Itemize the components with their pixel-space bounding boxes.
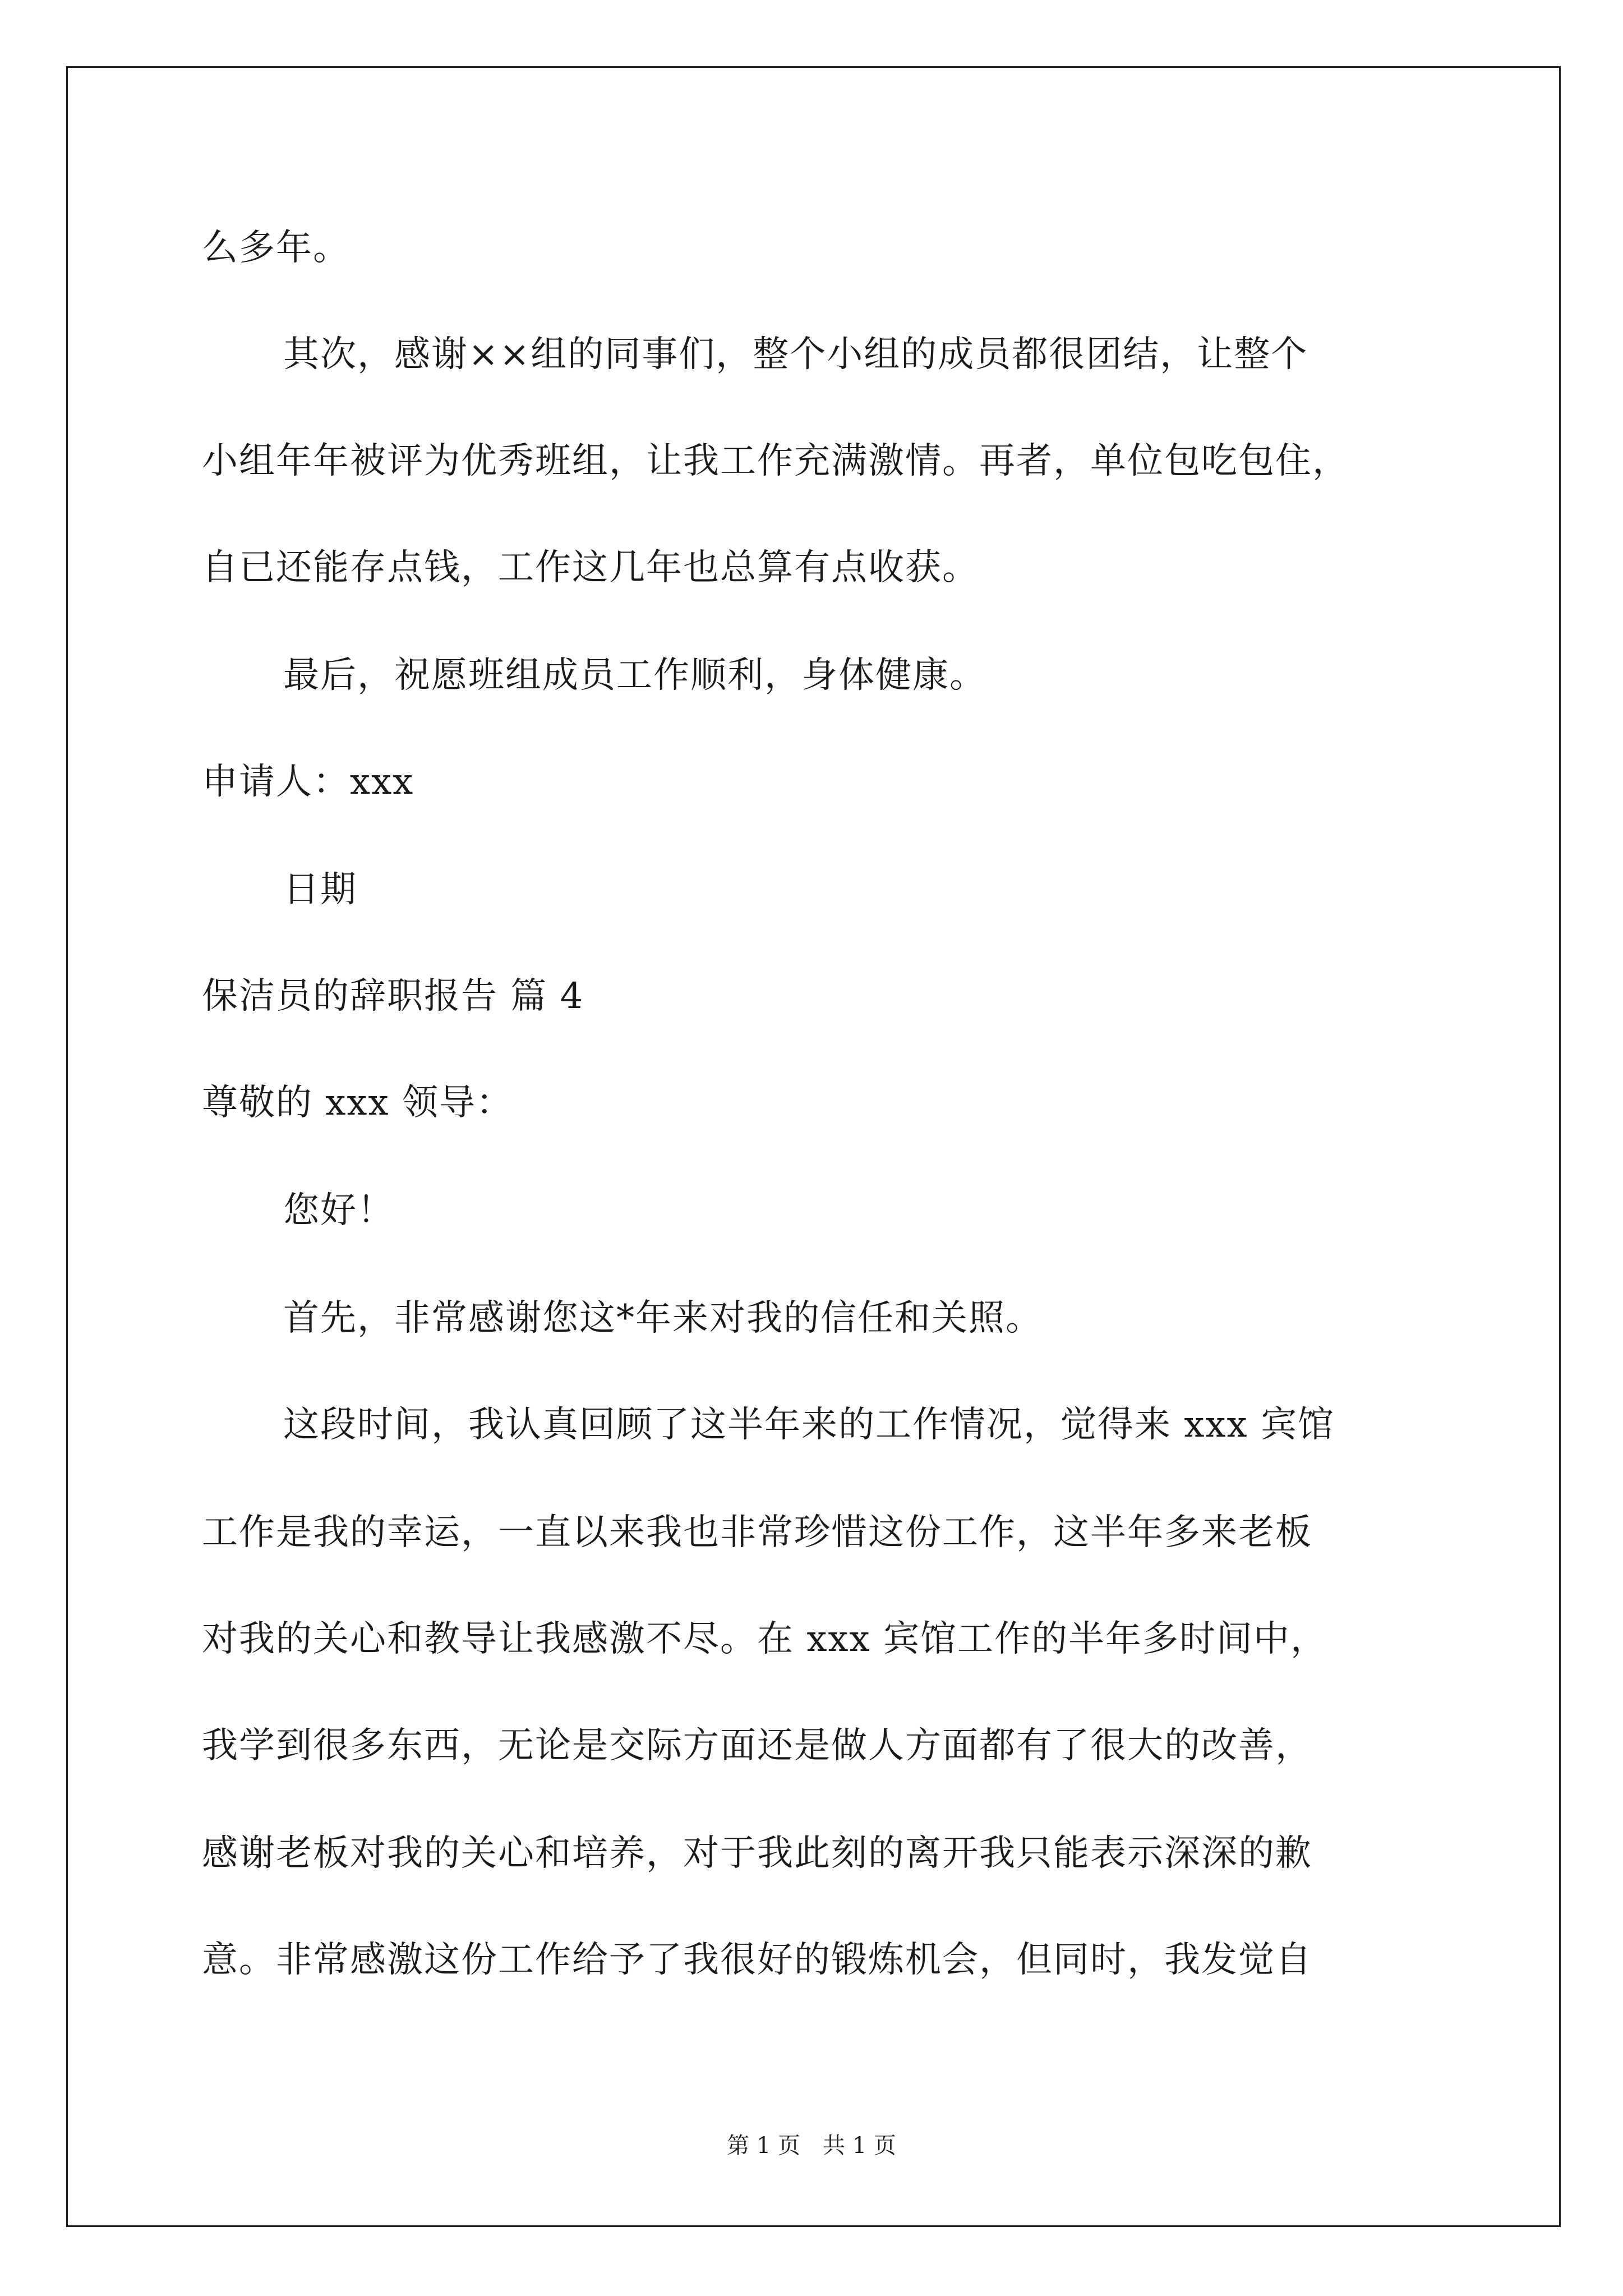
text-line: 对我的关心和教导让我感激不尽。在 xxx 宾馆工作的半年多时间中， (202, 1618, 1327, 1660)
page-border (66, 66, 1561, 2227)
text-line: 首先，非常感谢您这*年来对我的信任和关照。 (283, 1297, 1043, 1339)
text-line: 我学到很多东西，无论是交际方面还是做人方面都有了很大的改善， (202, 1725, 1312, 1766)
date-line: 日期 (283, 869, 357, 910)
section-heading: 保洁员的辞职报告 篇 4 (202, 976, 584, 1017)
text-line: 这段时间，我认真回顾了这半年来的工作情况，觉得来 xxx 宾馆 (283, 1404, 1335, 1446)
salutation: 尊敬的 xxx 领导： (202, 1082, 513, 1124)
text-line: 其次，感谢××组的同事们，整个小组的成员都很团结，让整个 (283, 334, 1308, 375)
applicant-line: 申请人：xxx (202, 761, 414, 803)
greeting: 您好！ (283, 1190, 394, 1231)
text-line: 最后，祝愿班组成员工作顺利，身体健康。 (283, 655, 986, 696)
text-line: 感谢老板对我的关心和培养，对于我此刻的离开我只能表示深深的歉 (202, 1833, 1312, 1874)
text-line: 意。非常感激这份工作给予了我很好的锻炼机会，但同时，我发觉自 (202, 1939, 1312, 1981)
page-footer: 第 1 页 共 1 页 (727, 2133, 896, 2159)
text-line: 工作是我的幸运，一直以来我也非常珍惜这份工作，这半年多来老板 (202, 1512, 1312, 1553)
text-line: 小组年年被评为优秀班组，让我工作充满激情。再者，单位包吃包住， (202, 440, 1349, 482)
text-line: 自已还能存点钱，工作这几年也总算有点收获。 (202, 547, 979, 588)
text-line: 么多年。 (202, 227, 350, 269)
